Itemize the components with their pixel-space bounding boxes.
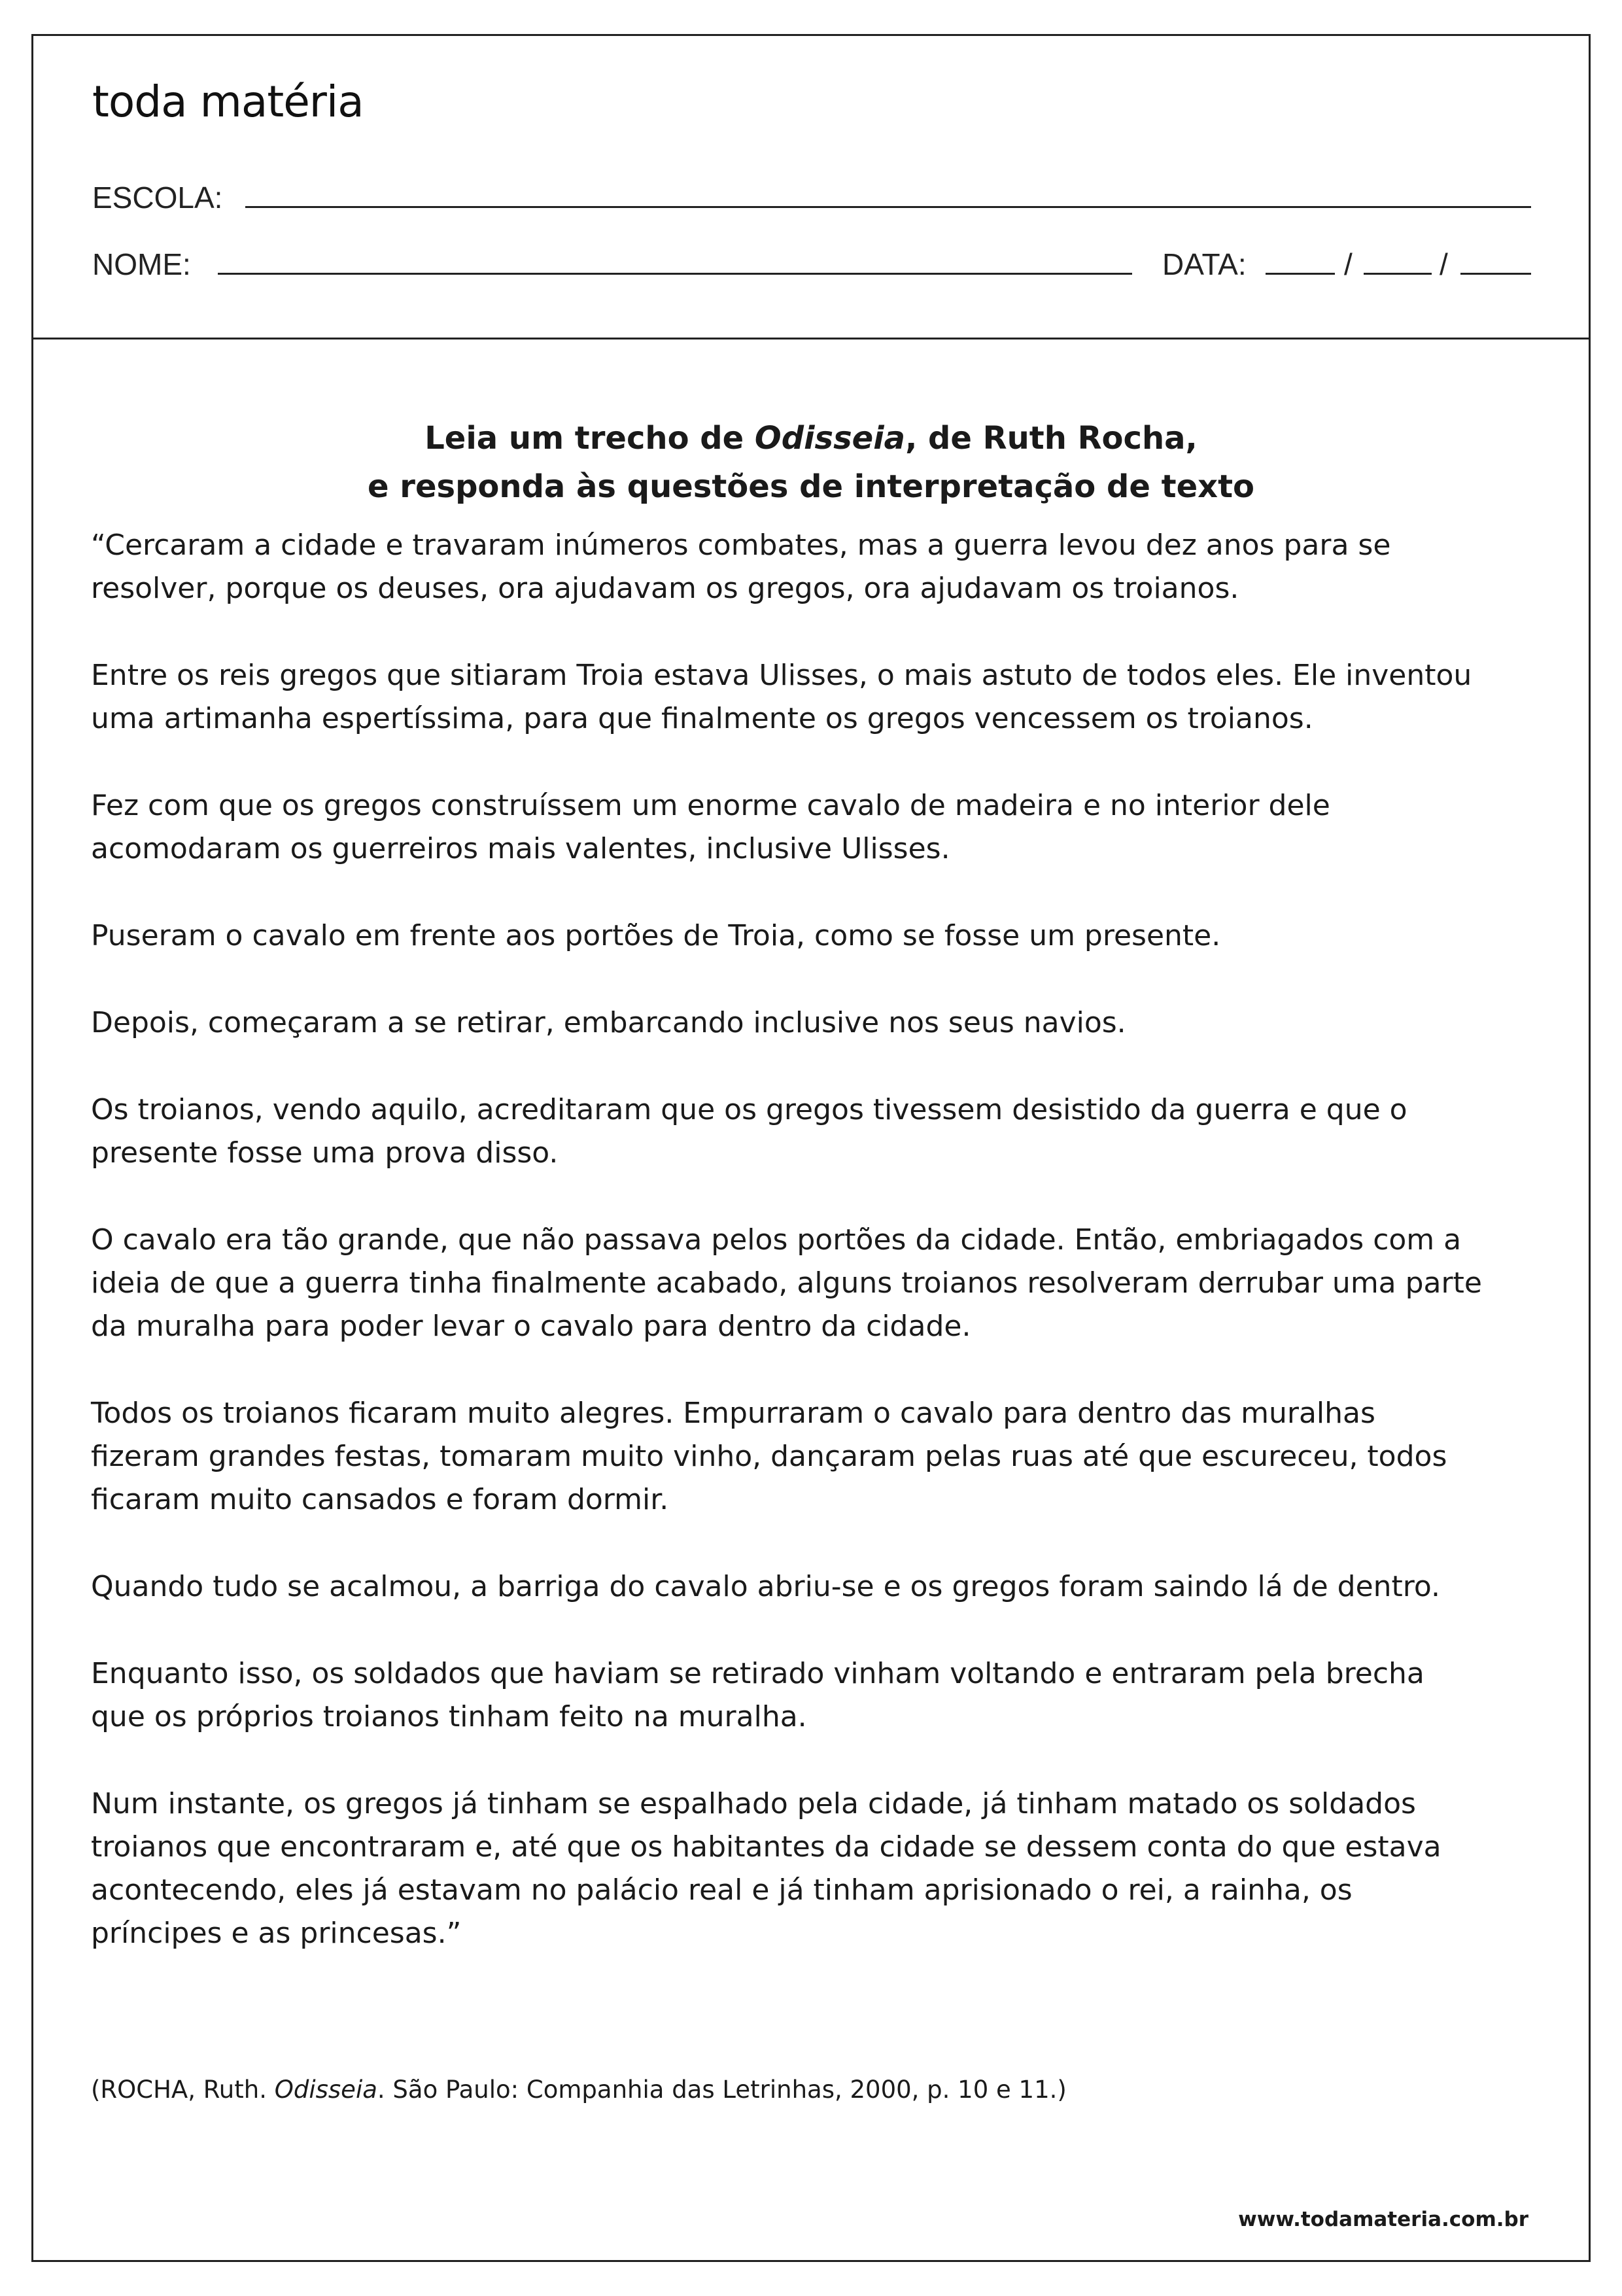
exercise-title: [33, 414, 1589, 511]
citation-prefix: (ROCHA, Ruth.: [91, 2076, 275, 2104]
paragraph: Enquanto isso, os soldados que haviam se retirado vinham voltando e entraram pela brecha que os próprios troianos tinham feito na muralha.: [91, 1657, 1424, 1733]
footer-url[interactable]: www.todamateria.com.br: [1238, 2208, 1528, 2231]
paragraph: Fez com que os gregos construíssem um enorme cavalo de madeira e no interior dele acomodaram os guerreiros mais valentes, inclusive Ulisses.: [91, 789, 1330, 865]
paragraph: Num instante, os gregos já tinham se espalhado pela cidade, já tinham matado os soldados troianos que encontraram e, até que os habitantes da cidade se dessem conta do que estava acontecendo, eles já estavam no palácio real e já tinham aprisionado o rei, a rainha, os príncipes e as princesas.”: [91, 1787, 1441, 1950]
date-separator-1: /: [1344, 247, 1353, 281]
paragraph: “Cercaram a cidade e travaram inúmeros combates, mas a guerra levou dez anos para se resolver, porque os deuses, ora ajudavam os gregos, ora ajudavam os troianos.: [91, 529, 1391, 605]
brand-logo: toda matéria: [92, 77, 364, 127]
title-line-1: [33, 414, 1589, 462]
text-excerpt: [91, 524, 1556, 1999]
paragraph: Todos os troianos ficaram muito alegres. Empurraram o cavalo para dentro das muralhas fizeram grandes festas, tomaram muito vinho, dançaram pelas ruas até que escureceu, todos ficaram muito cansados e foram dormir.: [91, 1397, 1447, 1516]
worksheet-page: [31, 34, 1591, 2262]
date-separator-2: /: [1440, 247, 1448, 281]
title-work-name: Odisseia: [754, 420, 906, 457]
date-label: DATA:: [1162, 247, 1247, 281]
school-label: ESCOLA:: [92, 181, 223, 215]
source-citation: [91, 2076, 1067, 2104]
paragraph: Depois, começaram a se retirar, embarcando inclusive nos seus navios.: [91, 1006, 1126, 1039]
citation-suffix: . São Paulo: Companhia das Letrinhas, 2000, p. 10 e 11.): [377, 2076, 1067, 2104]
citation-work-name: Odisseia: [274, 2076, 377, 2104]
paragraph: Puseram o cavalo em frente aos portões de Troia, como se fosse um presente.: [91, 919, 1221, 952]
date-day-line[interactable]: [1266, 273, 1335, 275]
paragraph: O cavalo era tão grande, que não passava pelos portões da cidade. Então, embriagados com a ideia de que a guerra tinha finalmente acabado, alguns troianos resolveram derrubar uma parte da muralha para poder levar o cavalo para dentro da cidade.: [91, 1223, 1482, 1343]
header-box: [33, 36, 1589, 339]
paragraph: Entre os reis gregos que sitiaram Troia estava Ulisses, o mais astuto de todos eles. Ele inventou uma artimanha espertíssima, para que finalmente os gregos vencessem os troianos.: [91, 659, 1472, 735]
date-month-line[interactable]: [1364, 273, 1432, 275]
name-field-line[interactable]: [218, 273, 1132, 275]
title-line-2: e responda às questões de interpretação de texto: [368, 468, 1254, 505]
date-year-line[interactable]: [1460, 273, 1531, 275]
school-field-line[interactable]: [245, 206, 1531, 208]
paragraph: Quando tudo se acalmou, a barriga do cavalo abriu-se e os gregos foram saindo lá de dentro.: [91, 1570, 1441, 1603]
name-label: NOME:: [92, 247, 191, 281]
paragraph: Os troianos, vendo aquilo, acreditaram que os gregos tivessem desistido da guerra e que o presente fosse uma prova disso.: [91, 1093, 1407, 1170]
title-line-1-prefix: Leia um trecho de: [424, 420, 755, 457]
title-line-1-suffix: , de Ruth Rocha,: [905, 420, 1198, 457]
